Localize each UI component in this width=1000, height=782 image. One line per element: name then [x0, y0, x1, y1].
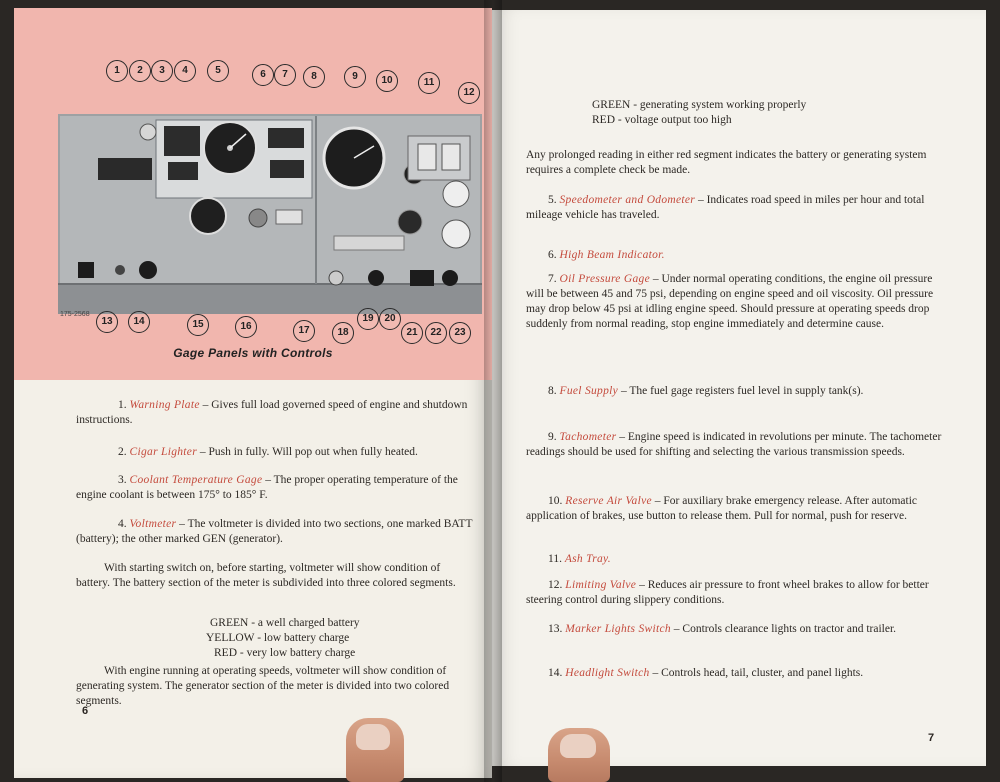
- gen-green: GREEN - generating system working properly: [592, 99, 807, 111]
- item-14: 14. Headlight Switch – Controls head, tail, cluster, and panel lights.: [548, 667, 864, 679]
- callout-12: 12: [458, 82, 480, 104]
- callout-20: 20: [379, 308, 401, 330]
- battery-list: [206, 616, 426, 661]
- generator-list: [592, 98, 892, 128]
- callout-15: 15: [187, 314, 209, 336]
- item-4: 4. Voltmeter – The voltmeter is divided into two sections, one marked BATT (battery); the other marked GEN (generator).: [76, 518, 473, 545]
- item-6: 6. High Beam Indicator.: [548, 249, 665, 261]
- item-12: 12. Limiting Valve – Reduces air pressure to front wheel brakes to allow for better steering control during slippery conditions.: [526, 579, 929, 606]
- figure-caption: Gage Panels with Controls: [173, 346, 333, 360]
- callout-18: 18: [332, 322, 354, 344]
- callout-3: 3: [151, 60, 173, 82]
- para-starting: With starting switch on, before starting, voltmeter will show condition of battery. The battery section of the meter is subdivided into three colored segments.: [76, 562, 456, 589]
- callout-23: 23: [449, 322, 471, 344]
- right-thumb: [548, 728, 610, 782]
- para-running: With engine running at operating speeds, voltmeter will show condition of generating system. The generator section of the meter is divided into two colored segments.: [76, 665, 450, 707]
- battery-yellow: YELLOW - low battery charge: [206, 632, 350, 644]
- callout-21: 21: [401, 322, 423, 344]
- callout-11: 11: [418, 72, 440, 94]
- callout-19: 19: [357, 308, 379, 330]
- callout-13: 13: [96, 311, 118, 333]
- callout-6: 6: [252, 64, 274, 86]
- left-thumbnail: [356, 724, 390, 750]
- item-8: 8. Fuel Supply – The fuel gage registers fuel level in supply tank(s).: [548, 385, 864, 397]
- gen-red: RED - voltage output too high: [592, 114, 732, 126]
- item-7: 7. Oil Pressure Gage – Under normal operating conditions, the engine oil pressure will be between 45 and 75 psi, depending on engine speed and oil viscosity. Oil pressure may drop below 45 psi at idling engine speed. Should pressure at operating speeds drop suddenly from normal reading, stop engine immediately and determine cause.: [526, 273, 934, 330]
- item-9: 9. Tachometer – Engine speed is indicated in revolutions per minute. The tachometer readings should be used for shifting and selecting the various transmission speeds.: [526, 431, 942, 458]
- callout-1: 1: [106, 60, 128, 82]
- callout-22: 22: [425, 322, 447, 344]
- battery-green: GREEN - a well charged battery: [210, 617, 360, 629]
- left-page: [14, 8, 492, 778]
- callout-4: 4: [174, 60, 196, 82]
- item-11: 11. Ash Tray.: [548, 553, 611, 565]
- battery-red: RED - very low battery charge: [214, 647, 356, 659]
- photo-code: 175-2568: [60, 311, 90, 318]
- item-13: 13. Marker Lights Switch – Controls clearance lights on tractor and trailer.: [548, 623, 897, 635]
- page-number-left: 6: [82, 705, 89, 717]
- para-prolonged: Any prolonged reading in either red segment indicates the battery or generating system requires a complete check be made.: [526, 149, 927, 176]
- callout-16: 16: [235, 316, 257, 338]
- item-3: 3. Coolant Temperature Gage – The proper operating temperature of the engine coolant is between 175° to 185° F.: [76, 474, 458, 501]
- item-2: 2. Cigar Lighter – Push in fully. Will pop out when fully heated.: [118, 446, 418, 458]
- callout-14: 14: [128, 311, 150, 333]
- callout-2: 2: [129, 60, 151, 82]
- callout-labels: [14, 8, 492, 380]
- right-page: [492, 10, 986, 766]
- callout-9: 9: [344, 66, 366, 88]
- right-thumbnail: [560, 734, 596, 758]
- page-number-right: 7: [928, 732, 935, 744]
- item-1: 1. Warning Plate – Gives full load governed speed of engine and shutdown instructions.: [76, 399, 468, 426]
- left-thumb: [346, 718, 404, 782]
- callout-5: 5: [207, 60, 229, 82]
- book-gutter: [484, 0, 502, 782]
- item-5: 5. Speedometer and Odometer – Indicates road speed in miles per hour and total mileage vehicle has traveled.: [526, 194, 925, 221]
- callout-7: 7: [274, 64, 296, 86]
- callout-10: 10: [376, 70, 398, 92]
- callout-8: 8: [303, 66, 325, 88]
- callout-17: 17: [293, 320, 315, 342]
- item-10: 10. Reserve Air Valve – For auxiliary brake emergency release. After automatic application of brakes, use button to release them. Pull for normal, push for reserve.: [526, 495, 918, 522]
